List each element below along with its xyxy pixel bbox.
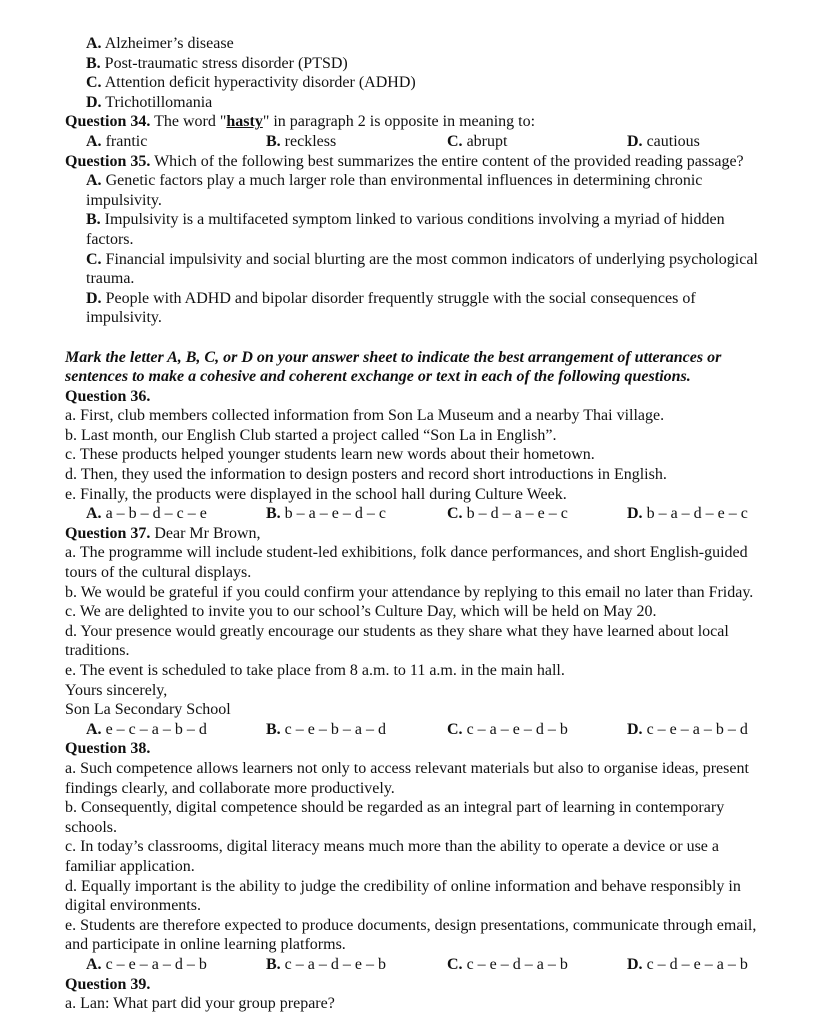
option-b-cont: factors. bbox=[86, 230, 134, 248]
sentence-c: c. We are delighted to invite you to our school’s Culture Day, which will be held on May 20. bbox=[65, 603, 657, 621]
letter-signature: Son La Secondary School bbox=[65, 701, 231, 719]
option-d: D. cautious bbox=[627, 132, 700, 150]
option-a: A. Genetic factors play a much larger role than environmental influences in determining chronic bbox=[86, 172, 703, 190]
options-row bbox=[0, 720, 840, 740]
question-39 bbox=[0, 975, 840, 1014]
section-instruction bbox=[0, 348, 840, 387]
sentence-b: b. We would be grateful if you could confirm your attendance by replying to this email no later than Friday. bbox=[65, 583, 754, 601]
section-gap bbox=[0, 328, 840, 348]
instruction-line: Mark the letter A, B, C, or D on your answer sheet to indicate the best arrangement of utterances or bbox=[65, 348, 722, 366]
sentence-b: b. Consequently, digital competence should be regarded as an integral part of learning in contemporary bbox=[65, 799, 725, 817]
option-b: B. c – e – b – a – d bbox=[266, 720, 386, 738]
option-c: C. Financial impulsivity and social blurting are the most common indicators of underlying psychological bbox=[86, 250, 758, 268]
question-37 bbox=[0, 524, 840, 740]
sentence-a-cont: findings clearly, and collaborate more productively. bbox=[65, 779, 395, 797]
option-d: D. c – d – e – a – b bbox=[627, 955, 748, 973]
sentence-e: e. Finally, the products were displayed in the school hall during Culture Week. bbox=[65, 485, 567, 503]
instruction-line: sentences to make a cohesive and coherent exchange or text in each of the following questions. bbox=[65, 368, 691, 386]
sentence-c: c. In today’s classrooms, digital literacy means much more than the ability to operate a device or use a bbox=[65, 838, 720, 856]
options-row bbox=[0, 504, 840, 524]
sentence-d: d. Equally important is the ability to judge the credibility of online information and behave responsibly in bbox=[65, 877, 741, 895]
option-a: A. a – b – d – c – e bbox=[86, 505, 207, 523]
sentence-a: a. The programme will include student-led exhibitions, folk dance performances, and short English-guided bbox=[65, 544, 748, 562]
option-c: C. c – a – e – d – b bbox=[447, 720, 568, 738]
option-d-cont: impulsivity. bbox=[86, 309, 162, 327]
question-label: Question 34. bbox=[65, 113, 151, 131]
option-a-cont: impulsivity. bbox=[86, 191, 162, 209]
question-34 bbox=[0, 112, 840, 151]
options-row bbox=[0, 132, 840, 152]
option-a: A. frantic bbox=[86, 132, 148, 150]
sentence-c: c. These products helped younger students learn new words about their hometown. bbox=[65, 446, 595, 464]
option-c: C. b – d – a – e – c bbox=[447, 505, 568, 523]
option-a: A. e – c – a – b – d bbox=[86, 720, 207, 738]
question-label: Question 38. bbox=[65, 740, 151, 758]
option-b: B. Impulsivity is a multifaceted symptom linked to various conditions involving a myriad of hidden bbox=[86, 211, 725, 229]
question-label: Question 36. bbox=[65, 387, 151, 405]
sentence-d-cont: digital environments. bbox=[65, 897, 201, 915]
sentence-a: a. Lan: What part did your group prepare? bbox=[65, 995, 335, 1013]
option-d: D. Trichotillomania bbox=[86, 93, 213, 111]
option-b: B. b – a – e – d – c bbox=[266, 505, 386, 523]
question-35 bbox=[0, 152, 840, 328]
sentence-e-cont: and participate in online learning platforms. bbox=[65, 936, 346, 954]
keyword: hasty bbox=[226, 113, 263, 131]
question-stem: Question 37. Dear Mr Brown, bbox=[65, 524, 261, 542]
sentence-b-cont: schools. bbox=[65, 818, 117, 836]
option-c: C. Attention deficit hyperactivity disorder (ADHD) bbox=[86, 74, 416, 92]
sentence-c-cont: familiar application. bbox=[65, 857, 195, 875]
sentence-a: a. Such competence allows learners not only to access relevant materials but also to organise ideas, present bbox=[65, 759, 749, 777]
sentence-a: a. First, club members collected information from Son La Museum and a nearby Thai village. bbox=[65, 407, 665, 425]
option-c: C. abrupt bbox=[447, 132, 508, 150]
sentence-e: e. The event is scheduled to take place from 8 a.m. to 11 a.m. in the main hall. bbox=[65, 662, 565, 679]
sentence-d: d. Then, they used the information to design posters and record short introductions in English. bbox=[65, 466, 667, 484]
question-label: Question 35. bbox=[65, 152, 151, 170]
question-stem: Question 34. The word "hasty" in paragraph 2 is opposite in meaning to: bbox=[65, 113, 536, 131]
option-c-cont: trauma. bbox=[86, 270, 135, 288]
option-a: A. Alzheimer’s disease bbox=[86, 35, 234, 52]
exam-page bbox=[0, 34, 840, 1014]
option-d: D. People with ADHD and bipolar disorder frequently struggle with the social consequences of bbox=[86, 289, 696, 307]
question-33-options bbox=[0, 34, 840, 112]
option-b: B. reckless bbox=[266, 132, 337, 150]
option-d: D. b – a – d – e – c bbox=[627, 505, 748, 523]
sentence-a-cont: tours of the cultural displays. bbox=[65, 564, 252, 582]
question-38 bbox=[0, 739, 840, 974]
option-a: A. c – e – a – d – b bbox=[86, 955, 207, 973]
option-d: D. c – e – a – b – d bbox=[627, 720, 748, 738]
question-label: Question 39. bbox=[65, 975, 151, 993]
option-c: C. c – e – d – a – b bbox=[447, 955, 568, 973]
question-stem: Question 35. Which of the following best summarizes the entire content of the provided reading passage? bbox=[65, 152, 744, 170]
sentence-d-cont: traditions. bbox=[65, 642, 130, 660]
sentence-e: e. Students are therefore expected to produce documents, design presentations, communicate through email, bbox=[65, 916, 757, 934]
options-row bbox=[0, 955, 840, 975]
question-36 bbox=[0, 387, 840, 524]
sentence-d: d. Your presence would greatly encourage our students as they share what they have learned about local bbox=[65, 622, 729, 640]
letter-closing: Yours sincerely, bbox=[65, 681, 168, 699]
option-b: B. c – a – d – e – b bbox=[266, 955, 386, 973]
sentence-b: b. Last month, our English Club started a project called “Son La in English”. bbox=[65, 426, 557, 444]
option-b: B. Post-traumatic stress disorder (PTSD) bbox=[86, 54, 348, 72]
question-label: Question 37. bbox=[65, 524, 151, 542]
